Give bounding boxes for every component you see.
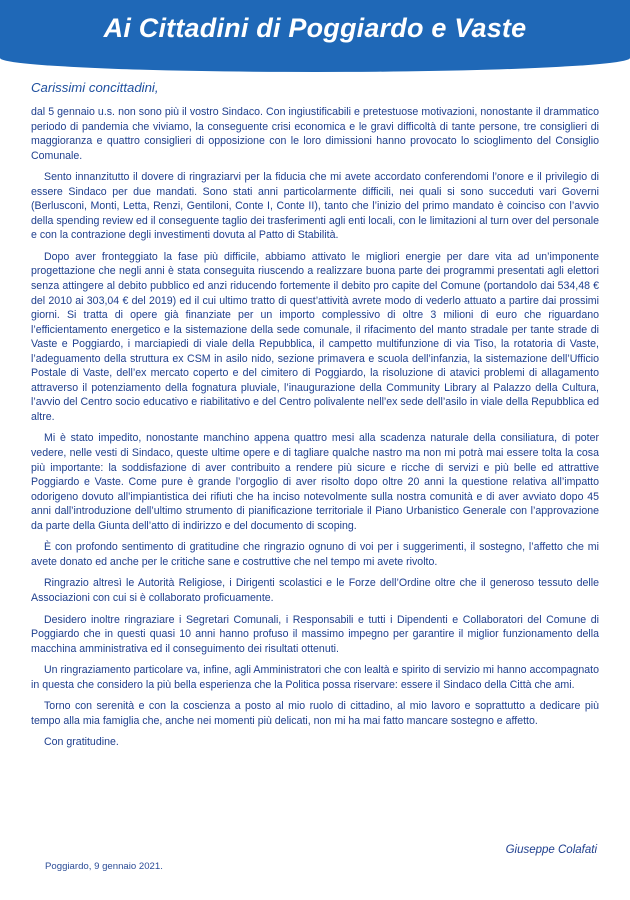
letter-paragraph: Dopo aver fronteggiato la fase più difficile, abbiamo attivato le migliori energie per dare vita ad un’imponente progettazione che negli anni è stata conseguita riuscendo a realizzare buona parte dei programmi presentati agli elettori senza attingere al debito pubblico ed anzi riducendo fortemente il debito pro capite del Comune (portandolo dai 534,48 € del 2010 ai 303,04 € del 2019) ed il cui ultimo tratto di quest’attività avrete modo di vederlo attuato a partire dai prossimi giorni. Si tratta di opere già finanziate per un importo complessivo di oltre 3 milioni di euro che riguardano l’efficientamento energetico e la sistemazione della sede comunale, il rifacimento del manto stradale per tante strade di Vaste e Poggiardo, i marciapiedi di viale della Repubblica, il campetto multifunzione di via Tiso, la rotatoria di Vaste, l’adeguamento della struttura ex CSM in asilo nido, sezione primavera e scuola dell’infanzia, la sistemazione dell’Ufficio Postale di Vaste, dell’ex mercato coperto e del cimitero di Poggiardo, la risoluzione di atavici problemi di allagamento attraverso il potenziamento della fognatura pluviale, l’inaugurazione della Community Library al Palazzo della Cultura, l’avvio del Centro socio educativo e riabilitativo e del Centro polivalente nell’ex sede dell’asilo in viale della Repubblica ed altre. (31, 250, 599, 423)
header-banner (0, 0, 630, 72)
letter-paragraph: dal 5 gennaio u.s. non sono più il vostro Sindaco. Con ingiustificabili e pretestuose motivazioni, nonostante il drammatico periodo di pandemia che viviamo, la conseguente crisi economica e le gravi difficoltà di tante persone, tre consiglieri di maggioranza e quattro consiglieri di opposizione con le loro dimissioni hanno provocato lo scioglimento del Consiglio Comunale. (31, 106, 599, 162)
letter-paragraph: Sento innanzitutto il dovere di ringraziarvi per la fiducia che mi avete accordato conferendomi l’onore e il privilegio di essere Sindaco per due mandati. Sono stati anni particolarmente difficili, nei quali si sono succeduti vari Governi (Berlusconi, Monti, Letta, Renzi, Gentiloni, Conte I, Conte II), tanto che l’inizio del primo mandato è coinciso con l’avvio della spending review ed il conseguente taglio dei trasferimenti agli enti locali, con le limitazioni al turn over del personale e con la contrazione degli investimenti dovuta al Patto di Stabilità. (31, 171, 599, 242)
letter-paragraph: Un ringraziamento particolare va, infine, agli Amministratori che con lealtà e spirito di servizio mi hanno accompagnato in questa che considero la più bella esperienza che la Politica possa riservare: essere il Sindaco della Città che ami. (31, 664, 599, 691)
place-date: Poggiardo, 9 gennaio 2021. (45, 861, 163, 872)
letter-paragraph: È con profondo sentimento di gratitudine che ringrazio ognuno di voi per i suggerimenti, il sostegno, l’affetto che mi avete donato ed anche per le critiche sane e costruttive che nel tempo mi avete rivolto. (31, 541, 599, 568)
letter-closing: Con gratitudine. (44, 736, 119, 749)
letter-paragraph: Mi è stato impedito, nonostante manchino appena quattro mesi alla scadenza naturale della consiliatura, di poter vedere, nelle vesti di Sindaco, queste ultime opere e di tagliare qualche nastro ma non mi potrà mai essere tolta la cosa più importante: la soddisfazione di aver contribuito a rendere più sicure e ricche di servizi e più belle ed attrattive Poggiardo e Vaste. Come pure è grande l’orgoglio di aver risolto dopo oltre 20 anni la questione relativa all’impatto odorigeno dovuto all’impiantistica dei rifiuti che ha inciso notevolmente sulla nostra comunità e di aver avviato dopo 45 anni dall’introduzione dell’ultimo strumento di pianificazione territoriale il Piano Urbanistico Generale con l’approvazione da parte della Giunta dell’atto di indirizzo e del documento di scoping. (31, 432, 599, 532)
signature: Giuseppe Colafati (505, 844, 597, 856)
letter-paragraph: Torno con serenità e con la coscienza a posto al mio ruolo di cittadino, al mio lavoro e soprattutto a dedicare più tempo alla mia famiglia che, anche nei momenti più delicati, non mi ha mai fatto mancare sostegno e affetto. (31, 700, 599, 727)
letter-salutation: Carissimi concittadini, (31, 80, 159, 95)
letter-paragraph: Desidero inoltre ringraziare i Segretari Comunali, i Responsabili e tutti i Dipendenti e Collaboratori del Comune di Poggiardo che in questi quasi 10 anni hanno profuso il massimo impegno per garantire il miglior funzionamento della macchina amministrativa ed il conseguimento dei risultati ottenuti. (31, 613, 599, 655)
page-title: Ai Cittadini di Poggiardo e Vaste (103, 13, 527, 43)
letter-paragraph: Ringrazio altresì le Autorità Religiose, i Dirigenti scolastici e le Forze dell’Ordine oltre che il generoso tessuto delle Associazioni con cui si è collaborato proficuamente. (31, 577, 599, 604)
letter-body (31, 80, 599, 750)
